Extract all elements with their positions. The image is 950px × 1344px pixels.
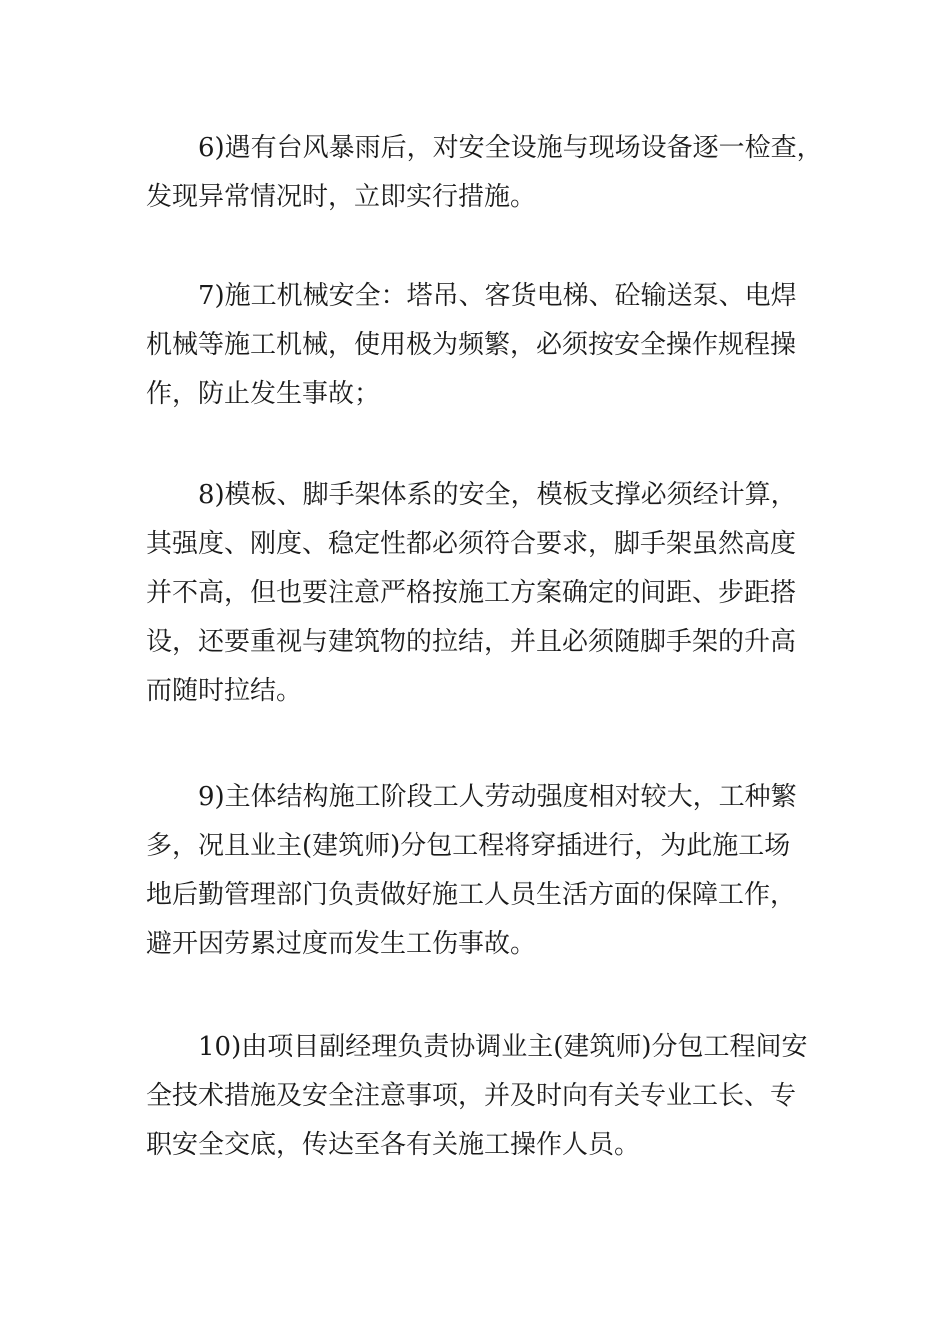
paragraph-line: 9)主体结构施工阶段工人劳动强度相对较大，工种繁	[198, 782, 797, 812]
paragraph-line: 并不高，但也要注意严格按施工方案确定的间距、步距搭	[146, 578, 797, 608]
paragraph-line: 6)遇有台风暴雨后，对安全设施与现场设备逐一检查，	[198, 133, 823, 163]
paragraph-line: 发现异常情况时，立即实行措施。	[146, 182, 537, 212]
paragraph-line: 8)模板、脚手架体系的安全，模板支撑必须经计算，	[198, 480, 797, 510]
paragraph-line: 多，况且业主(建筑师)分包工程将穿插进行，为此施工场	[146, 831, 791, 861]
paragraph-line: 设，还要重视与建筑物的拉结，并且必须随脚手架的升高	[146, 627, 797, 657]
paragraph-6	[146, 124, 823, 222]
paragraph-line: 地后勤管理部门负责做好施工人员生活方面的保障工作，	[146, 880, 797, 910]
paragraph-line: 作，防止发生事故；	[146, 379, 381, 409]
paragraph-line: 7)施工机械安全：塔吊、客货电梯、砼输送泵、电焊	[198, 281, 797, 311]
paragraph-line: 10)由项目副经理负责协调业主(建筑师)分包工程间安	[198, 1032, 808, 1062]
paragraph-line: 其强度、刚度、稳定性都必须符合要求，脚手架虽然高度	[146, 529, 797, 559]
paragraph-8	[146, 471, 816, 716]
paragraph-line: 而随时拉结。	[146, 676, 303, 706]
paragraph-7	[146, 272, 816, 419]
paragraph-line: 避开因劳累过度而发生工伤事故。	[146, 929, 537, 959]
paragraph-line: 职安全交底，传达至各有关施工操作人员。	[146, 1130, 641, 1160]
paragraph-10	[146, 1023, 816, 1170]
paragraph-line: 机械等施工机械，使用极为频繁，必须按安全操作规程操	[146, 330, 797, 360]
paragraph-line: 全技术措施及安全注意事项，并及时向有关专业工长、专	[146, 1081, 797, 1111]
paragraph-9	[146, 773, 816, 969]
